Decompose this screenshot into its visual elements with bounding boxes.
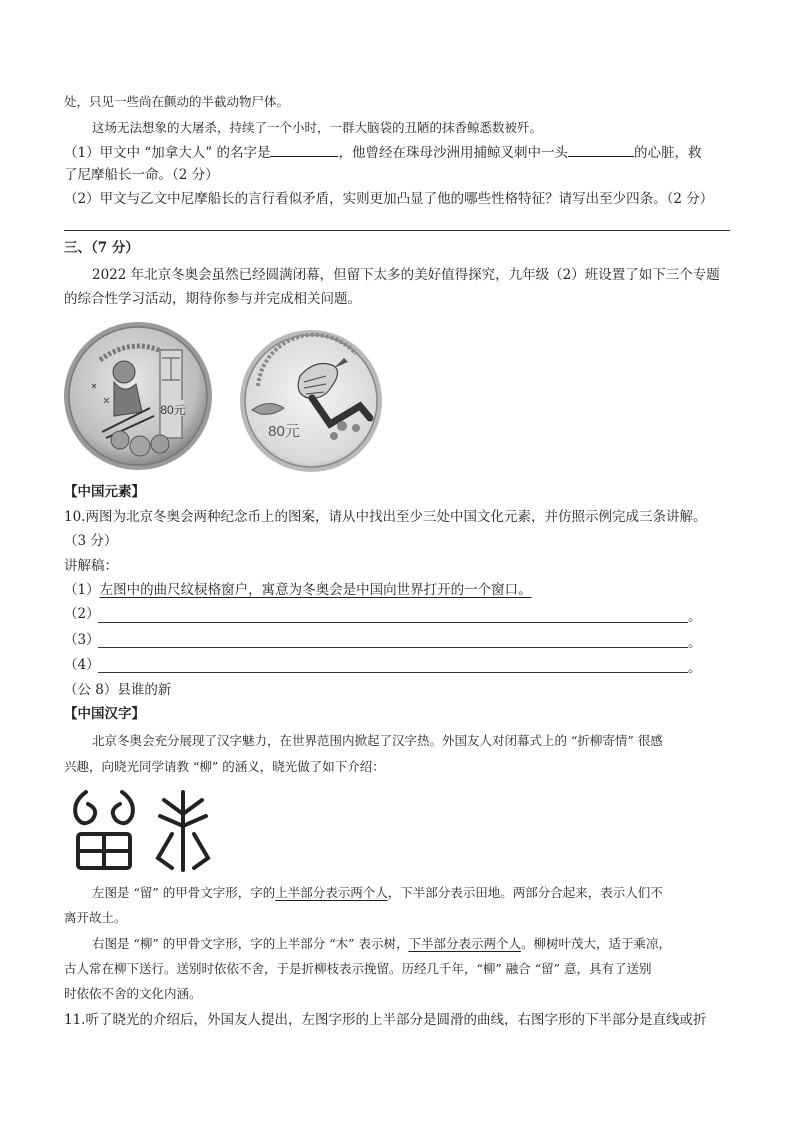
- example-line: [64, 580, 532, 600]
- passage-line: 离开故土。: [64, 910, 127, 925]
- passage-line: [92, 883, 663, 903]
- answer-line[interactable]: [98, 647, 688, 648]
- underlined-phrase: 下半部分表示两个人: [408, 936, 521, 951]
- script-label: 讲解稿：: [64, 558, 118, 574]
- question-9-2: （2）甲文与乙文中尼摩船长的言行看似矛盾，实则更加凸显了他的哪些性格特征？请写出至少四条。（2 分）: [64, 191, 714, 207]
- topic-heading: 【中国汉字】: [64, 706, 145, 722]
- passage-line: 处，只见一些尚在颤动的半截动物尸体。: [64, 94, 290, 109]
- passage-line: 时依依不舍的文化内涵。: [64, 986, 202, 1001]
- passage-line: 兴趣，向晓光同学请教 “柳” 的涵义，晓光做了如下介绍：: [64, 759, 385, 774]
- question-text: 的心脏，救: [633, 145, 702, 161]
- answer-line[interactable]: [64, 230, 730, 231]
- question-11: 11.听了晓光的介绍后，外国友人提出，左图字形的上半部分是圆滑的曲线，右图字形的下半部分是直线或折: [64, 1012, 707, 1028]
- question-text: ，他曾经在珠母沙洲用捕鲸叉刺中一头: [338, 145, 568, 161]
- example-answer: 左图中的曲尺纹棂格窗户，寓意为冬奥会是中国向世界打开的一个窗口。: [99, 582, 532, 598]
- period: 。: [688, 660, 702, 676]
- answer-blank[interactable]: [270, 142, 338, 157]
- oracle-bone-liu-stay-glyph: [66, 786, 142, 876]
- answer-line[interactable]: [98, 672, 688, 673]
- question-9-1-cont: 了尼摩船长一命。（2 分）: [64, 167, 219, 183]
- winter-olympics-coin-bird-image: [238, 328, 384, 474]
- intro-line: 的综合性学习活动，期待你参与并完成相关问题。: [64, 291, 361, 307]
- item-number: （1）: [64, 582, 100, 598]
- passage-line: 古人常在柳下送行。送别时依依不舍，于是折柳枝表示挽留。历经几千年，“柳” 融合 “留” 意，具有了送别: [64, 961, 652, 976]
- item-number: （2）: [64, 606, 100, 622]
- text-span: ，下半部分表示田地。两部分合起来，表示人们不: [387, 885, 663, 900]
- winter-olympics-coin-skier-image: [62, 320, 214, 472]
- question-9-1: [64, 142, 701, 163]
- answer-line[interactable]: [98, 622, 688, 623]
- passage-line: 北京冬奥会充分展现了汉字魅力，在世界范围内掀起了汉字热。外国友人对闭幕式上的 “折柳寄情” 很感: [92, 733, 663, 748]
- period: 。: [688, 635, 702, 651]
- item-number: （4）: [64, 657, 100, 673]
- item-number: （3）: [64, 632, 100, 648]
- question-text: （1）甲文中 “加拿大人” 的名字是: [64, 145, 271, 161]
- text-span: 。柳树叶茂大，适于乘凉，: [520, 936, 671, 951]
- answer-blank[interactable]: [568, 142, 634, 157]
- passage-line: 这场无法想象的大屠杀，持续了一个小时，一群大脑袋的丑陋的抹香鲸悉数被歼。: [92, 120, 543, 135]
- text-span: 右图是 “柳” 的甲骨文字形，字的上半部分 “木” 表示树，: [92, 936, 409, 951]
- oracle-bone-liu-willow-glyph: [150, 788, 216, 876]
- passage-line: [92, 934, 671, 954]
- stray-text: （公 8）县谁的新: [64, 682, 172, 698]
- underlined-phrase: 上半部分表示两个人: [275, 885, 388, 900]
- period: 。: [688, 609, 702, 625]
- question-10: 10.两图为北京冬奥会两种纪念币上的图案，请从中找出至少三处中国文化元素，并仿照示例完成三条讲解。: [64, 509, 707, 525]
- coin-denomination: 80元: [160, 403, 186, 417]
- text-span: 左图是 “留” 的甲骨文字形，字的: [92, 885, 276, 900]
- coin-denomination: 80元: [268, 423, 300, 440]
- intro-line: 2022 年北京冬奥会虽然已经圆满闭幕，但留下太多的美好值得探究，九年级（2）班设置了如下三个专题: [92, 267, 720, 283]
- question-10-score: （3 分）: [64, 533, 118, 549]
- topic-heading: 【中国元素】: [64, 484, 145, 500]
- section-heading: 三、（7 分）: [64, 240, 139, 256]
